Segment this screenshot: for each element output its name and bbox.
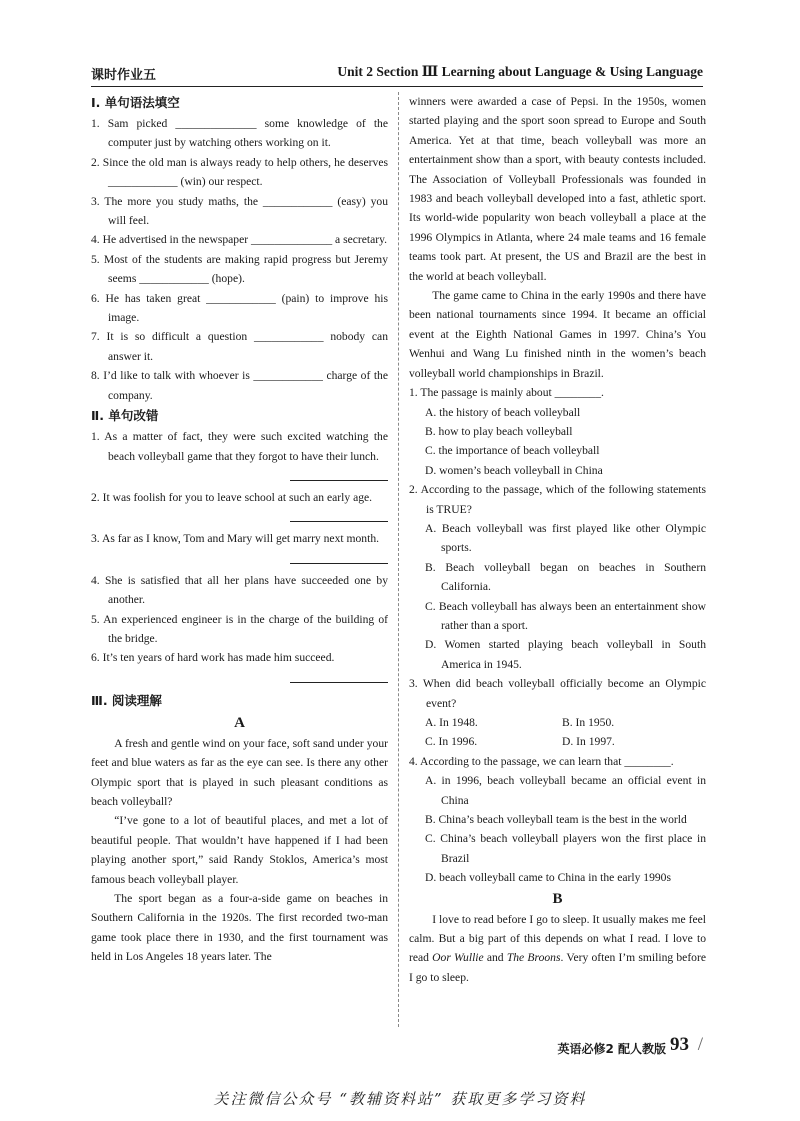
correction-q1: 1. As a matter of fact, they were such excited watching the beach volleyball game that they forgot to have their lunch. bbox=[91, 430, 388, 463]
passage-a-para-4: The game came to China in the early 1990s and there have been national tournaments since 1994. It became an official event at the Eighth National Games in 1997. China’s You Wenhui and Wang Lu finished ninth in the women’s beach volleyball world championships in Brazil. bbox=[409, 289, 706, 380]
passage-a-para-2: “I’ve gone to a lot of beautiful places, and met a lot of beautiful people. That wouldn’t have happened if I had been playing another sport,” said Randy Stoklos, America’s most famous beach volleyball player. bbox=[91, 814, 388, 886]
reading-q2-option: A. Beach volleyball was first played like other Olympic sports. bbox=[425, 521, 706, 555]
reading-q4-option: A. in 1996, beach volleyball became an official event in China bbox=[425, 774, 706, 807]
reading-q2-option: D. Women started playing beach volleyball in South America in 1945. bbox=[425, 638, 706, 671]
passage-a-heading: A bbox=[234, 714, 245, 731]
reading-q3-stem: 3. When did beach volleyball officially become an Olympic event? bbox=[409, 677, 706, 710]
passage-a-para-3: The sport began as a four-a-side game on beaches in Southern California in the 1920s. The first recorded two-man game took place there in 1930, and the first tournament was held in Los Angeles 18 years later. The bbox=[91, 892, 388, 964]
reading-q1-option: C. the importance of beach volleyball bbox=[425, 444, 600, 458]
passage-b-text: and bbox=[483, 951, 507, 965]
section-1-title: Ⅰ. 单句语法填空 bbox=[91, 95, 180, 110]
reading-q3-options-row bbox=[409, 732, 706, 751]
footer-slash: / bbox=[697, 1034, 703, 1055]
header-right: Unit 2 Section Ⅲ Learning about Language & Using Language bbox=[337, 64, 703, 79]
book-title: The Broons bbox=[506, 951, 561, 965]
reading-q4-option: D. beach volleyball came to China in the early 1990s bbox=[425, 871, 671, 885]
reading-q3-option: C. In 1996. bbox=[425, 735, 478, 749]
reading-q2-option: B. Beach volleyball began on beaches in Southern California. bbox=[425, 560, 706, 594]
answer-line[interactable] bbox=[91, 466, 388, 488]
answer-line[interactable] bbox=[91, 507, 388, 529]
correction-q6: 6. It’s ten years of hard work has made him succeed. bbox=[91, 651, 335, 665]
reading-q1-option: D. women’s beach volleyball in China bbox=[425, 463, 603, 477]
passage-b-text: I love to read before I go to sleep. It usually makes me feel calm. But a big part of this depends on what I read. I love to read bbox=[409, 912, 706, 965]
column-divider bbox=[398, 92, 399, 1027]
passage-b-heading: B bbox=[552, 890, 563, 907]
grammar-q4: 4. He advertised in the newspaper ______________ a secretary. bbox=[91, 233, 388, 247]
section-3-title: Ⅲ. 阅读理解 bbox=[91, 692, 162, 708]
reading-q1-stem: 1. The passage is mainly about ________. bbox=[409, 386, 604, 400]
correction-q5: 5. An experienced engineer is in the charge of the building of the bridge. bbox=[91, 612, 388, 645]
reading-q1-option: B. how to play beach volleyball bbox=[425, 424, 573, 438]
passage-a-para-3-cont: winners were awarded a case of Pepsi. In the 1950s, women started playing and the sport soon spread to Europe and South America. Yet at that time, beach volleyball was more an entertainment show than a sport, with beauty contests included. The Association of Volleyball Professionals was founded in 1983 and beach volleyball developed into a fast, athletic sport. Its world-wide popularity won beach volleyball a place at the 1996 Olympics in Atlanta, where 24 male teams and 16 female teams took part. At present, the US and Brazil are the best in the world at beach volleyball. bbox=[409, 95, 706, 283]
grammar-q1: 1. Sam picked ______________ some knowledge of the computer just by watching others working on it. bbox=[91, 117, 388, 150]
reading-q2-stem: 2. According to the passage, which of the following statements is TRUE? bbox=[409, 483, 706, 516]
passage-b-text: . Very often I’m smiling before I go to sleep. bbox=[409, 951, 706, 984]
answer-line[interactable] bbox=[91, 668, 388, 690]
grammar-q5: 5. Most of the students are making rapid progress but Jeremy seems ____________ (hope). bbox=[91, 252, 388, 286]
book-title: Oor Wullie bbox=[432, 951, 484, 965]
passage-b-para-1 bbox=[409, 910, 706, 988]
reading-q3-options-row bbox=[409, 713, 706, 732]
watermark: 关注微信公众号 “教辅资料站” 获取更多学习资料 bbox=[213, 1090, 587, 1108]
correction-q3: 3. As far as I know, Tom and Mary will get marry next month. bbox=[91, 532, 380, 546]
grammar-q7: 7. It is so difficult a question ____________ nobody can answer it. bbox=[91, 330, 388, 363]
reading-q1-option: A. the history of beach volleyball bbox=[425, 405, 581, 419]
reading-q3-option: D. In 1997. bbox=[562, 735, 615, 749]
correction-q4: 4. She is satisfied that all her plans have succeeded one by another. bbox=[91, 573, 388, 607]
reading-q3-option: B. In 1950. bbox=[562, 716, 615, 729]
reading-q3-option: A. In 1948. bbox=[425, 716, 478, 729]
header-rule bbox=[91, 86, 703, 87]
right-column bbox=[409, 92, 706, 987]
left-column bbox=[91, 92, 388, 967]
footer-book-label: 英语必修2 配人教版 bbox=[557, 1042, 666, 1056]
footer-page-number: 93 bbox=[670, 1034, 689, 1055]
answer-line[interactable] bbox=[91, 549, 388, 571]
reading-q4-option: C. China’s beach volleyball players won the first place in Brazil bbox=[425, 832, 706, 865]
grammar-q3: 3. The more you study maths, the ____________ (easy) you will feel. bbox=[91, 194, 388, 228]
grammar-q6: 6. He has taken great ____________ (pain) to improve his image. bbox=[91, 291, 388, 325]
reading-q4-stem: 4. According to the passage, we can learn that ________. bbox=[409, 754, 674, 768]
grammar-q2: 2. Since the old man is always ready to help others, he deserves ____________ (win) our respect. bbox=[91, 155, 388, 189]
section-2-title: Ⅱ. 单句改错 bbox=[91, 408, 159, 424]
correction-q2: 2. It was foolish for you to leave school at such an early age. bbox=[91, 490, 373, 504]
reading-q4-option: B. China’s beach volleyball team is the best in the world bbox=[425, 813, 687, 827]
grammar-q8: 8. I’d like to talk with whoever is ____________ charge of the company. bbox=[91, 369, 388, 402]
passage-a-para-1: A fresh and gentle wind on your face, soft sand under your feet and blue waters as far as the eye can see. Is there any other Olympic sport that is played in such pleasant conditions as beach volleyball? bbox=[91, 736, 388, 808]
reading-q2-option: C. Beach volleyball has always been an entertainment show rather than a sport. bbox=[425, 599, 706, 632]
header-left: 课时作业五 bbox=[91, 68, 157, 83]
